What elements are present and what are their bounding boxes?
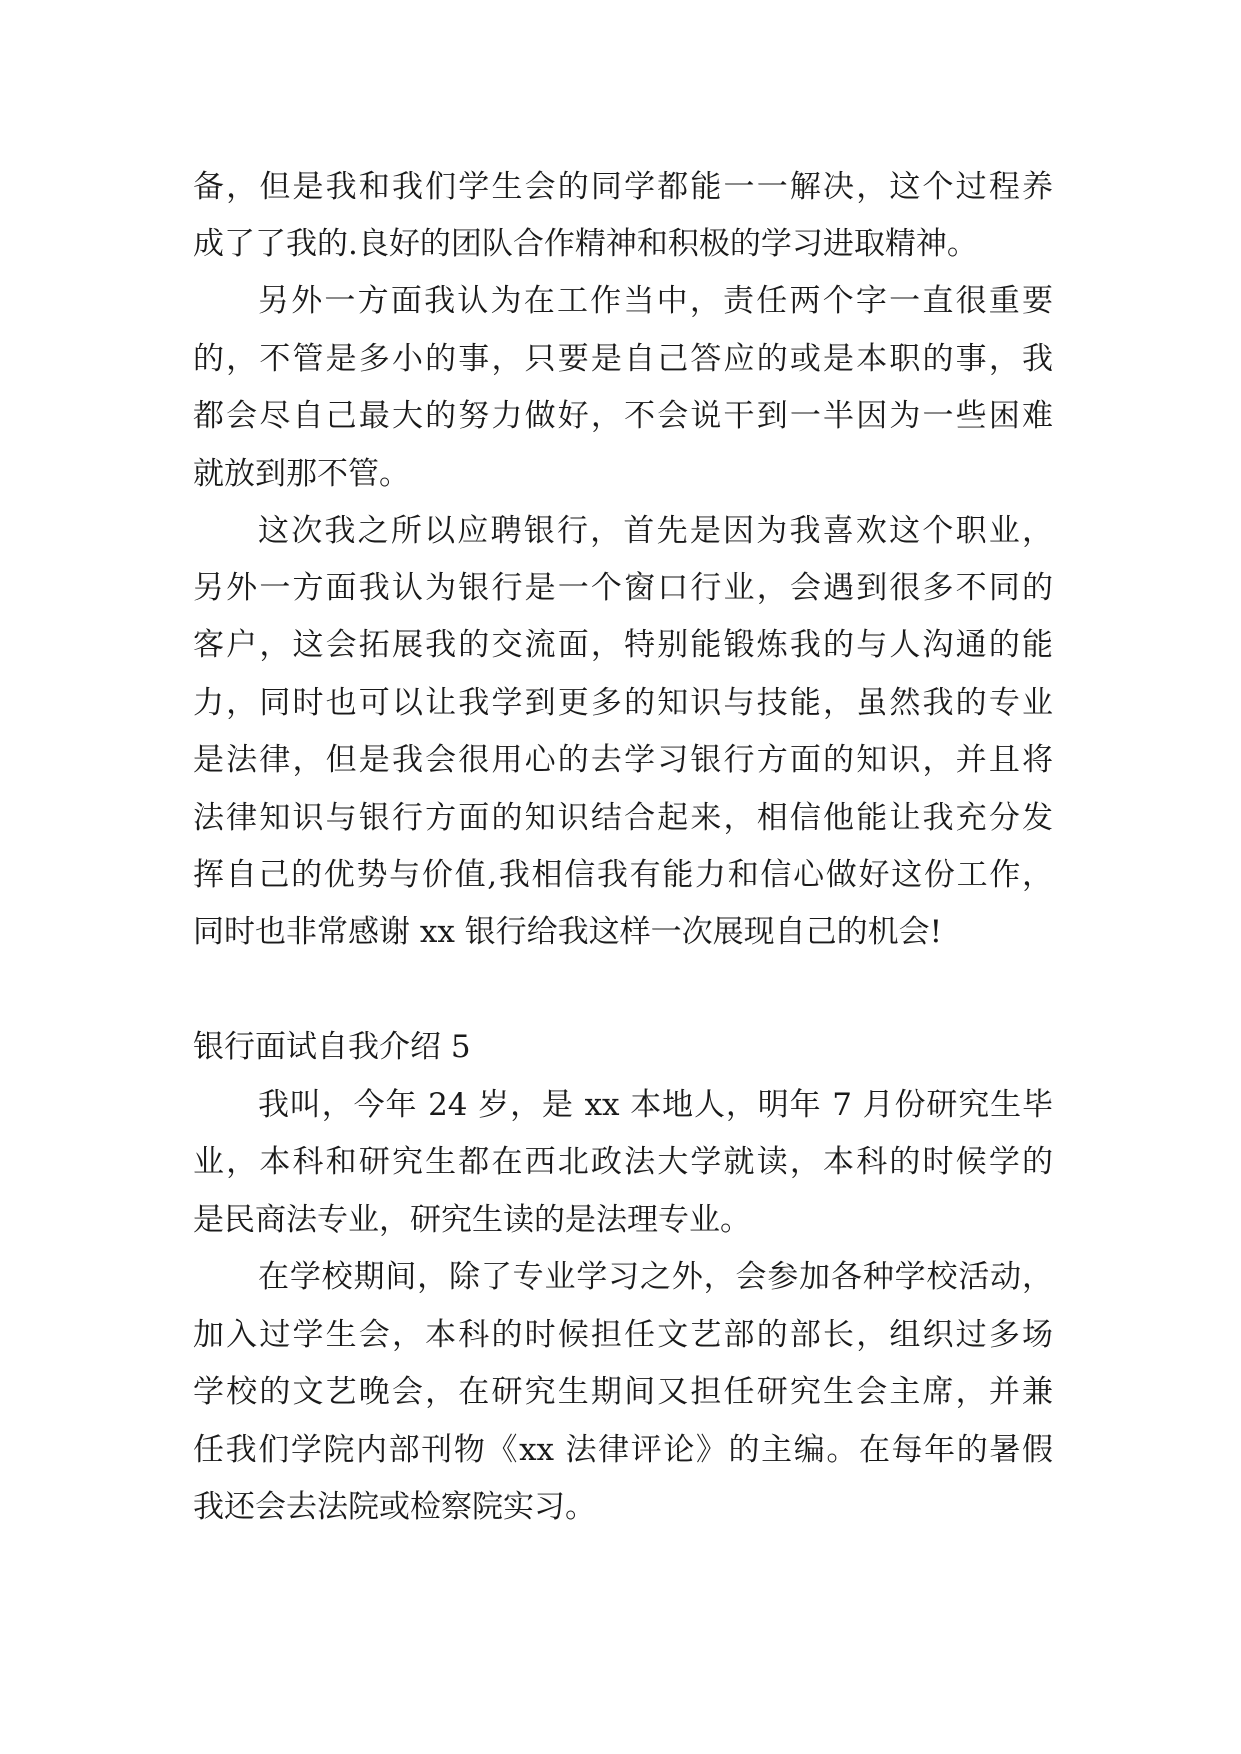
text-line: 法律知识与银行方面的知识结合起来，相信他能让我充分发	[193, 800, 1053, 836]
text-line: 另外一方面我认为在工作当中，责任两个字一直很重要	[258, 283, 1053, 319]
text-line: 另外一方面我认为银行是一个窗口行业，会遇到很多不同的	[193, 570, 1053, 606]
text-line: 是民商法专业，研究生读的是法理专业。	[193, 1202, 751, 1238]
text-line: 同时也非常感谢 xx 银行给我这样一次展现自己的机会!	[193, 914, 943, 950]
text-line: 学校的文艺晚会，在研究生期间又担任研究生会主席，并兼	[193, 1374, 1053, 1410]
text-line: 任我们学院内部刊物《xx 法律评论》的主编。在每年的暑假	[193, 1432, 1053, 1468]
text-line: 就放到那不管。	[193, 456, 410, 492]
text-line: 的，不管是多小的事，只要是自己答应的或是本职的事，我	[193, 341, 1053, 377]
text-line: 都会尽自己最大的努力做好，不会说干到一半因为一些困难	[193, 398, 1053, 434]
text-line: 在学校期间，除了专业学习之外，会参加各种学校活动，	[258, 1259, 1053, 1295]
section-heading: 银行面试自我介绍 5	[193, 1029, 471, 1065]
text-line: 成了了我的.良好的团队合作精神和积极的学习进取精神。	[193, 226, 978, 262]
text-line: 客户，这会拓展我的交流面，特别能锻炼我的与人沟通的能	[193, 627, 1053, 663]
text-line: 力，同时也可以让我学到更多的知识与技能，虽然我的专业	[193, 685, 1053, 721]
text-line: 加入过学生会，本科的时候担任文艺部的部长，组织过多场	[193, 1317, 1053, 1353]
text-line: 我还会去法院或检察院实习。	[193, 1489, 596, 1525]
text-line: 这次我之所以应聘银行，首先是因为我喜欢这个职业，	[258, 513, 1053, 549]
text-line: 我叫，今年 24 岁，是 xx 本地人，明年 7 月份研究生毕	[258, 1087, 1053, 1123]
text-line: 挥自己的优势与价值,我相信我有能力和信心做好这份工作，	[193, 857, 1053, 893]
text-line: 备，但是我和我们学生会的同学都能一一解决，这个过程养	[193, 169, 1053, 205]
text-line: 是法律，但是我会很用心的去学习银行方面的知识，并且将	[193, 742, 1053, 778]
text-line: 业，本科和研究生都在西北政法大学就读，本科的时候学的	[193, 1144, 1053, 1180]
